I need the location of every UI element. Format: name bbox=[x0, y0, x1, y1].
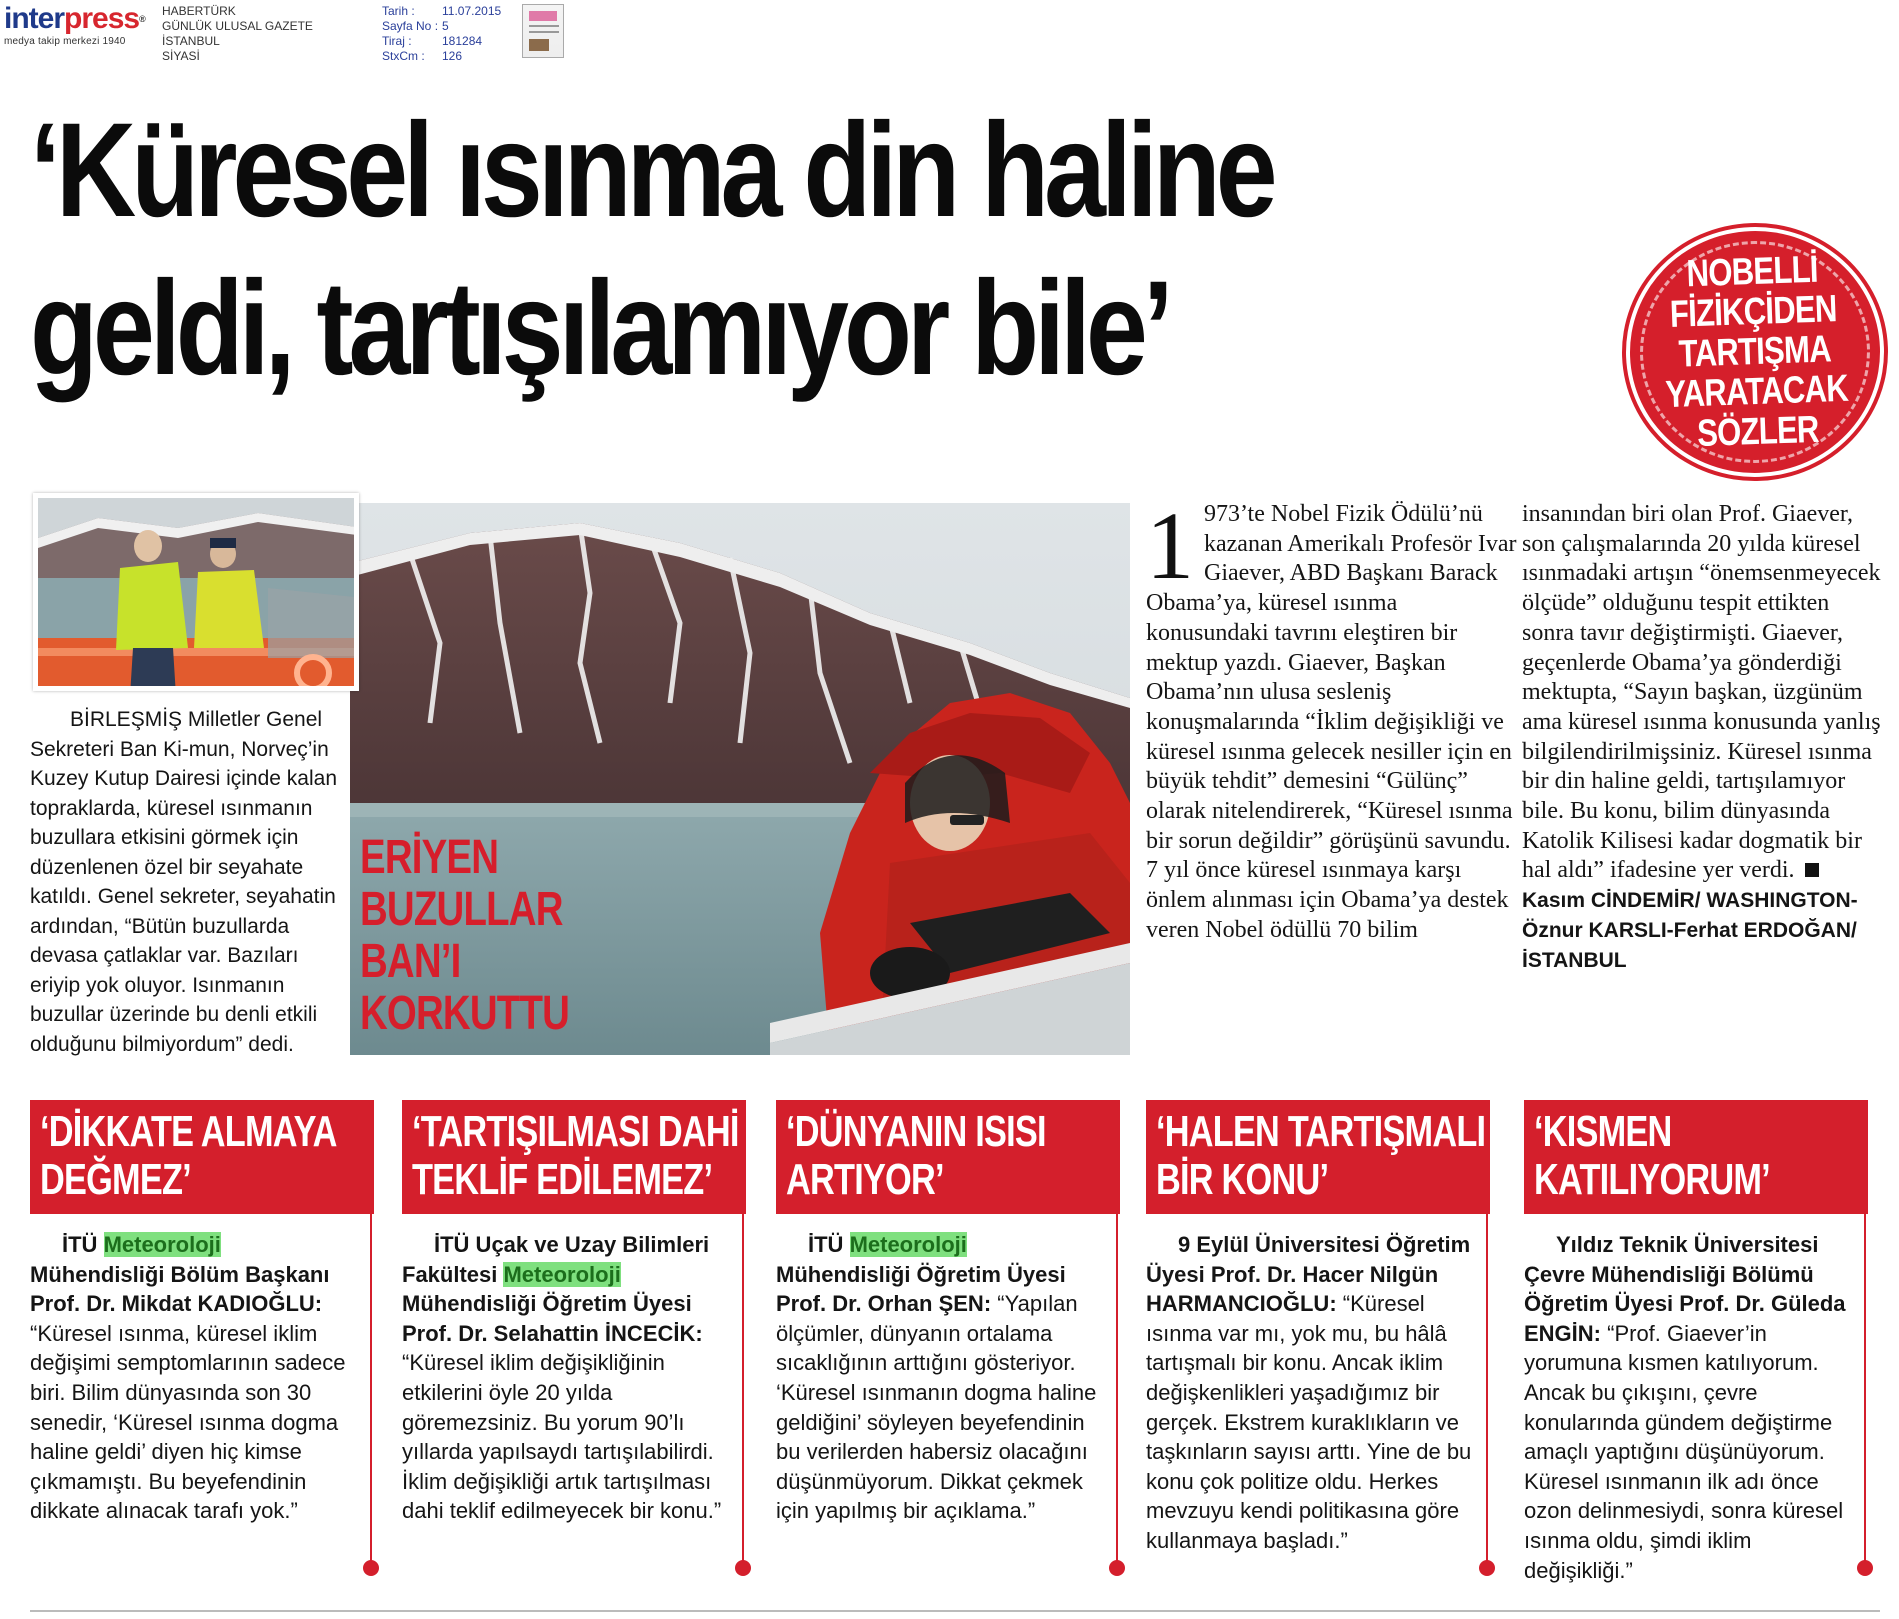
stamp-line: YARATACAK bbox=[1664, 367, 1849, 417]
logo-tagline: medya takip merkezi 1940 bbox=[4, 36, 126, 47]
opinion-source: Yıldız Teknik Üniversitesi Çevre Mühendisliği Bölümü Öğretim Üyesi Prof. Dr. Güleda ENGİN: bbox=[1524, 1232, 1846, 1346]
opinion-header bbox=[1524, 1100, 1868, 1214]
article-text-1: 973’te Nobel Fizik Ödülü’nü kazanan Amerikalı Profesör Ivar Giaever, ABD Başkanı Barack Obama’ya, küresel ısınma konusundaki tavrını eleştiren bir mektup yazdı. Giaever, Başkan Obama’nın ulusa sesleniş konuşmalarında “İklim değişikliği ve küresel ısınma gelecek nesiller için en büyük tehdit” demesini “Gülünç” olarak nitelendirerek, “Küresel ısınma bir sorun değildir” görüşünü savundu. 7 yıl önce küresel ısınmaya karşı önlem alınması için Obama’ya destek veren Nobel ödüllü 70 bilim bbox=[1146, 501, 1517, 943]
article-text-2: insanından biri olan Prof. Giaever, son çalışmalarında 20 yılda küresel ısınmadaki artışın “önemsenmeyecek ölçüde” olduğunu tespit ettikten sonra tavır değiştirmişti. Giaever, geçenlerde Obama’ya gönderdiği mektupta, “Sayın başkan, üzgünüm ama küresel ısınma konusunda yanlış bilgilendirilmişsiniz. Küresel ısınma bir din haline geldi, tartışılamıyor bile. Bu konu, bilim dünyasında Katolik Kilisesi kadar dogmatik bir hal aldı” ifadesine yer verdi. bbox=[1522, 501, 1881, 884]
keyword-highlight: Meteoroloji bbox=[849, 1232, 967, 1257]
headline-line-2: geldi, tartışılamıyor bile’ bbox=[30, 254, 1169, 403]
opinion-header bbox=[30, 1100, 374, 1214]
opinion-header bbox=[402, 1100, 746, 1214]
byline: Kasım CİNDEMİR/ WASHINGTON-Öznur KARSLI-Ferhat ERDOĞAN/İSTANBUL bbox=[1522, 889, 1858, 972]
meta-label: Tiraj : bbox=[382, 34, 412, 48]
logo-text-press: press bbox=[64, 2, 140, 35]
opinion-source: 9 Eylül Üniversitesi Öğretim Üyesi Prof. Dr. Hacer Nilgün HARMANCIOĞLU: bbox=[1146, 1232, 1471, 1317]
overlay-line: ERİYEN bbox=[360, 831, 499, 884]
opinion-header bbox=[776, 1100, 1120, 1214]
photo-caption: BİRLEŞMİŞ Milletler Genel Sekreteri Ban Ki-mun, Norveç’in Kuzey Kutup Dairesi içinde kalan topraklarda, küresel ısınmanın buzullara etkisini görmek için düzenlenen özel bir seyahate katıldı. Genel sekreter, seyahatin ardından, “Bütün buzullarda devasa çatlaklar var. Bazıları eriyip yok oluyor. Isınmanın buzullar üzerinde bu denli etkili olduğunu bilmiyordum” dedi. bbox=[30, 708, 338, 1056]
meta-row-circulation bbox=[382, 34, 501, 49]
meta-label: StxCm : bbox=[382, 49, 425, 63]
opinion-text bbox=[1146, 1230, 1474, 1556]
publication-name: HABERTÜRK bbox=[162, 4, 236, 18]
meta-row-date bbox=[382, 4, 501, 19]
opinion-source: İTÜ bbox=[62, 1232, 104, 1257]
page-thumbnail[interactable] bbox=[522, 4, 564, 58]
keyword-highlight: Meteoroloji bbox=[103, 1232, 221, 1257]
opinion-box bbox=[30, 1100, 374, 1584]
meta-label: Tarih : bbox=[382, 4, 415, 18]
opinion-text bbox=[30, 1230, 358, 1526]
publication-type: GÜNLÜK ULUSAL GAZETE bbox=[162, 19, 313, 33]
opinion-source-cont: Mühendisliği Öğretim Üyesi Prof. Dr. Orhan ŞEN: bbox=[776, 1261, 1066, 1317]
opinion-text bbox=[776, 1230, 1104, 1526]
opinion-header bbox=[1146, 1100, 1490, 1214]
opinion-quote: “Prof. Giaever’in yorumuna kısmen katılıyorum. Ancak bu çıkışını, çevre konularında gündem değiştirme amaçlı yaptığını düşünüyorum. Küresel ısınmanın ilk adı önce ozon delinmesiydi, sonra küresel ısınma oldu, şimdi iklim değişikliği.” bbox=[1524, 1320, 1844, 1583]
opinion-title: ‘DÜNYANIN ISISI ARTIYOR’ bbox=[786, 1107, 1046, 1204]
opinion-title: ‘TARTIŞILMASI DAHİ TEKLİF EDİLEMEZ’ bbox=[412, 1107, 739, 1204]
stamp-line: NOBELLİ bbox=[1686, 248, 1819, 296]
publication-info bbox=[162, 4, 313, 64]
opinion-quote: “Yapılan ölçümler, dünyanın ortalama sıcaklığının arttığını gösteriyor. ‘Küresel ısınmanın dogma haline geldiğini’ söyleyen beyefendinin bu verilerden habersiz olacağını düşünmüyorum. Dikkat çekmek için yapılmış bir açıklama.” bbox=[776, 1291, 1097, 1524]
meta-value: 126 bbox=[442, 49, 463, 63]
meta-value: 11.07.2015 bbox=[442, 4, 502, 18]
headline bbox=[30, 92, 1366, 408]
opinion-source: İTÜ Uçak ve Uzay Bilimleri Fakültesi bbox=[402, 1232, 710, 1287]
opinion-title: ‘KISMEN KATILIYORUM’ bbox=[1534, 1107, 1770, 1204]
meta-value: 5 bbox=[442, 19, 449, 33]
stamp-line: FİZİKÇİDEN bbox=[1669, 288, 1838, 336]
meta-label: Sayfa No : bbox=[382, 19, 439, 33]
overlay-line: BAN’I bbox=[360, 935, 461, 988]
opinion-title: ‘DİKKATE ALMAYA DEĞMEZ’ bbox=[40, 1107, 336, 1204]
article-column-2 bbox=[1522, 500, 1884, 975]
logo-registered-mark: ® bbox=[139, 14, 145, 24]
opinion-source-cont: Mühendisliği Öğretim Üyesi Prof. Dr. Selahattin İNCECİK: bbox=[402, 1291, 703, 1346]
opinion-quote: “Küresel iklim değişikliğinin etkilerini öyle 20 yılda göremezsiniz. Bu yorum 90’lı yıllarda yapılsaydı tartışılabilirdi. İklim değişikliği artık tartışılması dahi teklif edilmeyecek bir konu.” bbox=[402, 1350, 722, 1524]
opinion-box bbox=[402, 1100, 746, 1584]
opinion-text bbox=[402, 1230, 730, 1526]
article-column-1 bbox=[1146, 492, 1522, 946]
stamp-line: SÖZLER bbox=[1696, 408, 1820, 456]
bottom-rule bbox=[30, 1610, 1880, 1612]
opinion-source: İTÜ bbox=[808, 1232, 850, 1257]
drop-cap: 1 bbox=[1146, 492, 1194, 599]
opinion-text bbox=[1524, 1230, 1852, 1585]
meta-row-stxcm bbox=[382, 49, 501, 64]
publication-section: SİYASİ bbox=[162, 49, 200, 63]
publication-city: İSTANBUL bbox=[162, 34, 220, 48]
square-bullet-icon bbox=[1805, 863, 1819, 877]
photo-overlay-title bbox=[360, 831, 570, 1040]
logo-text-inter: inter bbox=[4, 2, 65, 35]
opinion-box bbox=[1524, 1100, 1868, 1584]
overlay-line: BUZULLAR bbox=[360, 883, 563, 936]
clipping-header bbox=[0, 0, 1899, 62]
opinion-quote: “Küresel ısınma, küresel iklim değişimi semptomlarının sadece biri. Bilim dünyasında son 30 senedir, ‘Küresel ısınma dogma haline geldi’ diyen hiç kimse çıkmamıştı. Bu beyefendinin dikkate alınacak tarafı yok.” bbox=[30, 1320, 346, 1524]
stamp-badge bbox=[1622, 223, 1889, 482]
opinion-box bbox=[1146, 1100, 1490, 1584]
opinion-source-cont: Mühendisliği Bölüm Başkanı Prof. Dr. Mikdat KADIOĞLU: bbox=[30, 1261, 330, 1317]
stamp-line: TARTIŞMA bbox=[1678, 328, 1832, 376]
clipping-meta bbox=[382, 4, 501, 64]
opinion-box bbox=[776, 1100, 1120, 1584]
meta-value: 181284 bbox=[442, 34, 483, 48]
interpress-logo bbox=[4, 4, 152, 47]
overlay-line: KORKUTTU bbox=[360, 987, 570, 1040]
headline-line-1: ‘Küresel ısınma din haline bbox=[30, 96, 1273, 245]
opinion-quote: “Küresel ısınma var mı, yok mu, bu hâlâ tartışmalı bir konu. Ancak iklim değişkenlikleri yaşadığımız bir gerçek. Ekstrem kuraklıkların ve taşkınların sayısı arttı. Yine de bu konu çok politize oldu. Herkes mevzuyu kendi politikasına göre kullanmaya başladı.” bbox=[1146, 1291, 1472, 1553]
keyword-highlight: Meteoroloji bbox=[503, 1261, 621, 1287]
meta-row-page bbox=[382, 19, 501, 34]
opinion-title: ‘HALEN TARTIŞMALI BİR KONU’ bbox=[1156, 1107, 1486, 1204]
photo-boat-crew bbox=[33, 493, 359, 691]
